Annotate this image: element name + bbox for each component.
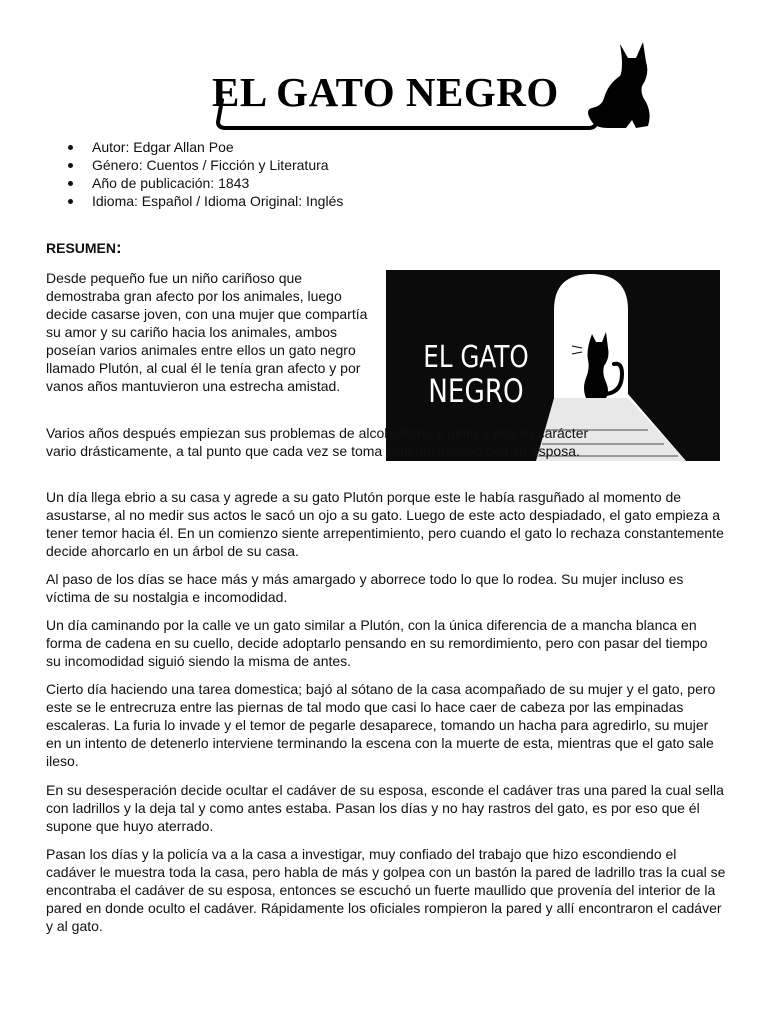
meta-author: Autor: Edgar Allan Poe: [46, 138, 343, 156]
paragraph-1: Desde pequeño fue un niño cariñoso que demostraba gran afecto por los animales, luego decide casarse joven, con una mujer que compartía su amor y su cariño hacia los animales, ambos poseían varios animales entre ellos un gato negro llamado Plutón, al cual él le tenía gran afecto y por vanos años mantuvieron una estrecha amistad.: [46, 270, 368, 394]
illustration-title-line2: NEGRO: [428, 372, 524, 410]
section-heading: [46, 238, 122, 258]
title-block: [200, 38, 670, 138]
meta-language: Idioma: Español / Idioma Original: Inglés: [46, 192, 343, 210]
section-heading-text: RESUMEN: [46, 240, 117, 256]
paragraph-3: Un día llega ebrio a su casa y agrede a su gato Plutón porque este le había rasguñado al momento de asustarse, al no medir sus actos le sacó un ojo a su gato. Luego de este acto despiadado, el gato empieza a tener temor hacia él. En un comienzo siente arrepentimiento, pero cuando el gato lo rechaza constantemente decide ahorcarlo en un árbol de su casa.: [46, 489, 724, 559]
paragraph-2: Varios años después empiezan sus problemas de alcoholismo y junto a ello su carácter vario drásticamente, a tal punto que cada vez se toma violento incluso con su esposa.: [46, 425, 589, 459]
illustration-title-line1: EL GATO: [423, 340, 529, 375]
page-title: EL GATO NEGRO: [212, 69, 559, 115]
paragraph-5: Un día caminando por la calle ve un gato similar a Plutón, con la única diferencia de a mancha blanca en forma de cadena en su cuello, decide adoptarlo pensando en su remordimiento, pero con pasar del tiempo su incomodidad siguió siendo la misma de antes.: [46, 617, 708, 669]
meta-genre: Género: Cuentos / Ficción y Literatura: [46, 156, 343, 174]
paragraph-7: En su desesperación decide ocultar el cadáver de su esposa, esconde el cadáver tras una pared la cual sella con ladrillos y la deja tal y como antes estaba. Pasan los días y no hay rastros del gato, es por eso que él supone que huyo aterrado.: [46, 782, 724, 834]
paragraph-8: Pasan los días y la policía va a la casa a investigar, muy confiado del trabajo que hizo escondiendo el cadáver le muestra toda la casa, pero habla de más y golpea con un bastón la pared de ladrillo tras la cual se encontraba el cadáver de su esposa, entonces se escuchó un fuerte maullido que provenía del interior de la pared en donde oculto el cadáver. Rápidamente los oficiales rompieron la pared y allí encontraron el cadáver y al gato.: [46, 846, 726, 934]
paragraph-6: Cierto día haciendo una tarea domestica; bajó al sótano de la casa acompañado de su mujer y el gato, pero este se le entrecruza entre las piernas de tal modo que casi lo hace caer de cabeza por las empinadas escaleras. La furia lo invade y el temor de pegarle desaparece, tomando un hacha para agredirlo, su mujer en un intento de detenerlo interviene terminando la escena con la muerte de esta, mientras que el gato sale ileso.: [46, 681, 716, 769]
metadata-list: [46, 138, 343, 210]
section-heading-colon: :: [116, 238, 122, 257]
meta-year: Año de publicación: 1843: [46, 174, 343, 192]
paragraph-4: Al paso de los días se hace más y más amargado y aborrece todo lo que lo rodea. Su mujer incluso es víctima de su nostalgia e incomodidad.: [46, 571, 684, 605]
